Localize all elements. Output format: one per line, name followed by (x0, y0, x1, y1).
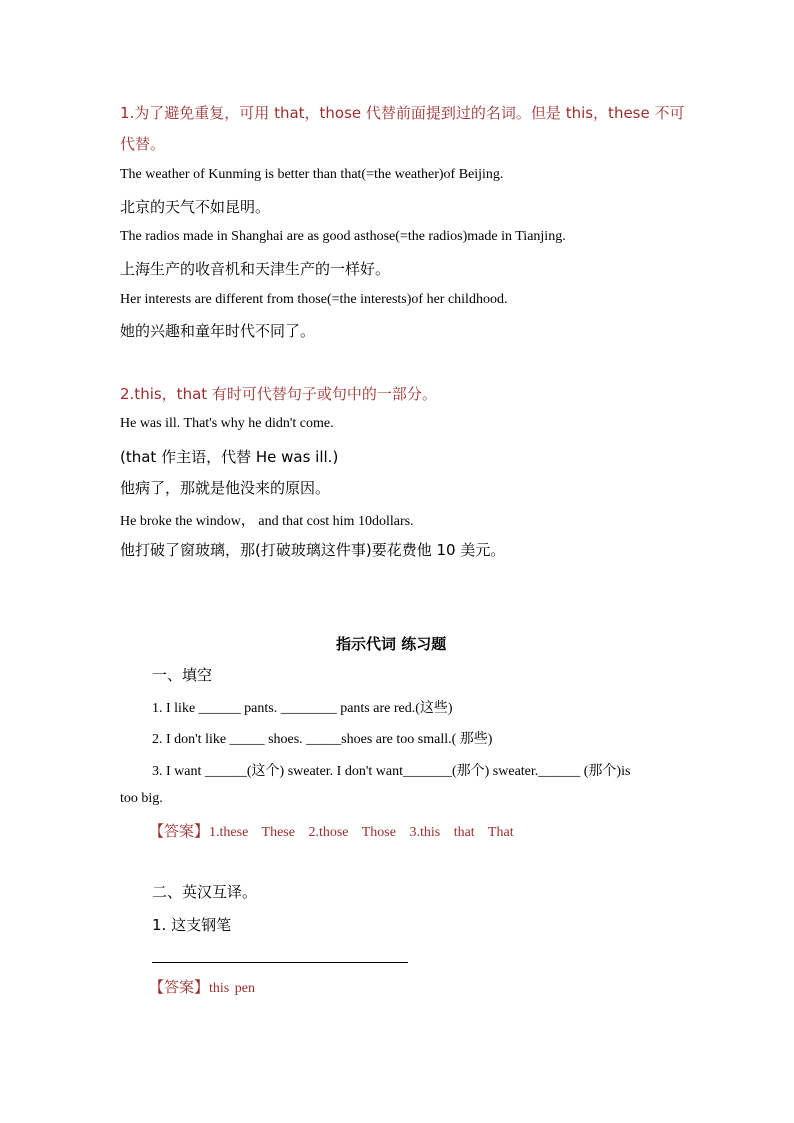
example-1-chinese: 北京的天气不如昆明。 (120, 198, 271, 216)
example-2-english: The radios made in Shanghai are as good asthose(=the radios)made in Tianjing. (120, 229, 566, 244)
fill-question-2: 2. I don't like _____ shoes. _____shoes are too small.( 那些) (152, 732, 493, 747)
answer-2 (149, 976, 255, 997)
rule-2: 2.this，that 有时可代替句子或句中的一部分。 (120, 385, 437, 403)
rule-2-example-2-english: He broke the window， and that cost him 10dollars. (120, 514, 414, 529)
example-1-english: The weather of Kunming is better than that(=the weather)of Beijing. (120, 167, 504, 182)
answer-blank-line (152, 962, 408, 963)
answer-tag: 【答案】 (149, 822, 210, 840)
example-2-chinese: 上海生产的收音机和天津生产的一样好。 (120, 260, 391, 278)
answer-tag: 【答案】 (149, 978, 210, 996)
exercise-title: 指示代词 练习题 (336, 635, 447, 653)
rule-2-example-2-chinese: 他打破了窗玻璃，那(打破玻璃这件事)要花费他 10 美元。 (120, 541, 506, 559)
rule-1-line-2: 代替。 (120, 135, 166, 153)
example-3-english: Her interests are different from those(=the interests)of her childhood. (120, 292, 508, 307)
rule-2-example-1-chinese: 他病了，那就是他没来的原因。 (120, 479, 331, 497)
rule-2-example-1-note: (that 作主语，代替 He was ill.) (120, 448, 339, 466)
fill-question-3-line-2: too big. (120, 791, 163, 806)
example-3-chinese: 她的兴趣和童年时代不同了。 (120, 322, 316, 340)
answer-2-value: this pen (209, 981, 255, 996)
fill-question-1: 1. I like ______ pants. ________ pants are red.(这些) (152, 701, 453, 716)
rule-2-example-1-english: He was ill. That's why he didn't come. (120, 416, 334, 431)
fill-question-3-line-1: 3. I want ______(这个) sweater. I don't want_______(那个) sweater.______ (那个)is (152, 764, 631, 779)
translate-question-1: 1. 这支钢笔 (152, 916, 232, 934)
part-1-heading: 一、填空 (152, 666, 213, 684)
part-2-heading: 二、英汉互译。 (152, 883, 258, 901)
answer-1 (149, 820, 514, 841)
answer-1-values: 1.these These 2.those Those 3.this that That (209, 825, 514, 840)
rule-1-line-1: 1.为了避免重复，可用 that，those 代替前面提到过的名词。但是 this，these 不可 (120, 104, 685, 122)
